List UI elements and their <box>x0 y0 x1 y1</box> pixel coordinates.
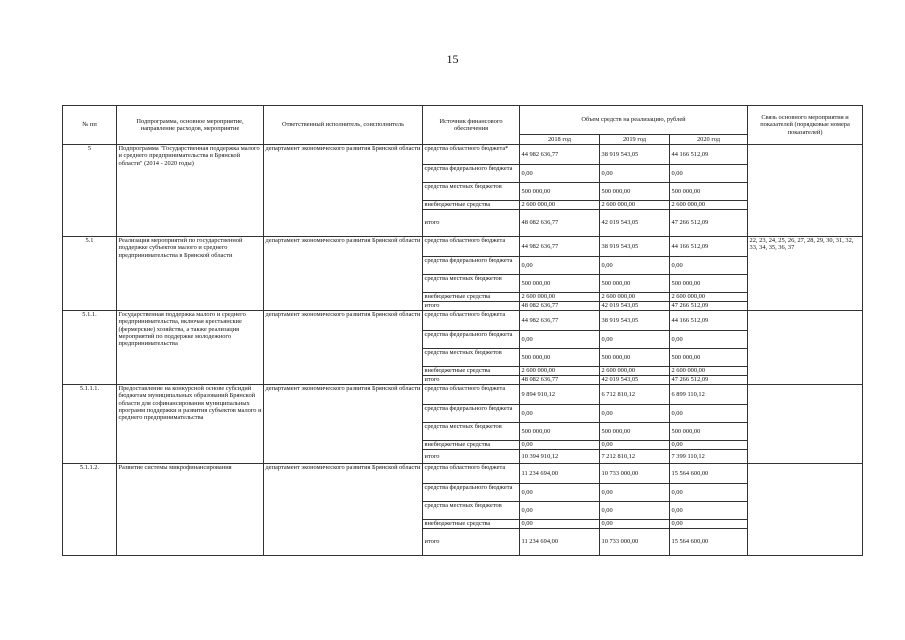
row-value-2019: 0,00 <box>600 331 670 349</box>
row-program: Предоставление на конкурсной основе субсидий бюджетам муниципальных образований Брянской области для софинансирования муниципальных программ поддержки и развития субъектов малого и среднего предпринимательства <box>117 385 264 464</box>
row-value-2018: 44 982 636,77 <box>520 311 600 331</box>
row-source: итого <box>423 210 520 237</box>
row-num: 5 <box>63 145 117 237</box>
row-value-2018: 0,00 <box>520 165 600 183</box>
row-link <box>748 464 863 556</box>
row-source: средства областного бюджета <box>423 311 520 331</box>
row-value-2018: 0,00 <box>520 520 600 529</box>
row-program: Развитие системы микрофинансирования <box>117 464 264 556</box>
row-value-2020: 500 000,00 <box>670 275 748 293</box>
row-value-2018: 0,00 <box>520 405 600 423</box>
row-value-2018: 48 082 636,77 <box>520 210 600 237</box>
row-value-2019: 0,00 <box>600 441 670 450</box>
row-link <box>748 311 863 385</box>
row-value-2018: 48 082 636,77 <box>520 376 600 385</box>
row-value-2018: 0,00 <box>520 331 600 349</box>
row-source: средства федерального бюджета <box>423 165 520 183</box>
row-link <box>748 145 863 237</box>
row-value-2018: 11 234 694,00 <box>520 464 600 484</box>
row-source: внебюджетные средства <box>423 293 520 302</box>
row-value-2020: 2 600 000,00 <box>670 201 748 210</box>
row-value-2020: 44 166 512,09 <box>670 145 748 165</box>
row-program: Реализация мероприятий по государственной поддержке субъектов малого и среднего предпринимательства в Брянской области <box>117 237 264 311</box>
header-link: Связь основного мероприятия и показателей (порядковые номера показателей) <box>748 106 863 145</box>
row-value-2019: 2 600 000,00 <box>600 293 670 302</box>
financing-table <box>62 105 863 556</box>
header-source: Источник финансового обеспечения <box>423 106 520 145</box>
table-row <box>63 385 863 405</box>
header-year-2019: 2019 год <box>600 135 670 145</box>
header-year-2018: 2018 год <box>520 135 600 145</box>
row-num: 5.1.1. <box>63 311 117 385</box>
row-source: средства областного бюджета* <box>423 145 520 165</box>
row-value-2018: 44 982 636,77 <box>520 237 600 257</box>
row-value-2018: 10 394 910,12 <box>520 450 600 464</box>
row-source: средства областного бюджета <box>423 464 520 484</box>
row-source: средства федерального бюджета <box>423 405 520 423</box>
row-value-2019: 7 212 810,12 <box>600 450 670 464</box>
row-value-2018: 11 234 694,00 <box>520 529 600 556</box>
row-value-2018: 500 000,00 <box>520 423 600 441</box>
row-value-2020: 44 166 512,09 <box>670 237 748 257</box>
row-source: внебюджетные средства <box>423 441 520 450</box>
row-value-2018: 9 894 910,12 <box>520 385 600 405</box>
row-value-2018: 500 000,00 <box>520 349 600 367</box>
row-value-2019: 2 600 000,00 <box>600 367 670 376</box>
row-value-2020: 0,00 <box>670 502 748 520</box>
row-value-2019: 500 000,00 <box>600 183 670 201</box>
row-value-2018: 0,00 <box>520 257 600 275</box>
row-value-2020: 6 899 110,12 <box>670 385 748 405</box>
row-value-2020: 2 600 000,00 <box>670 367 748 376</box>
table-row <box>63 145 863 165</box>
row-value-2020: 7 399 110,12 <box>670 450 748 464</box>
header-volume: Объем средств на реализацию, рублей <box>520 106 748 135</box>
table-row <box>63 237 863 257</box>
row-value-2019: 10 733 000,00 <box>600 529 670 556</box>
row-value-2018: 0,00 <box>520 502 600 520</box>
row-value-2020: 44 166 512,09 <box>670 311 748 331</box>
row-value-2019: 0,00 <box>600 502 670 520</box>
row-source: средства местных бюджетов <box>423 502 520 520</box>
row-value-2018: 44 982 636,77 <box>520 145 600 165</box>
row-value-2019: 38 919 543,05 <box>600 311 670 331</box>
table-body <box>63 145 863 556</box>
row-value-2019: 0,00 <box>600 405 670 423</box>
header-program: Подпрограмма, основное мероприятие, направление расходов, мероприятие <box>117 106 264 145</box>
row-value-2019: 0,00 <box>600 165 670 183</box>
page-number: 15 <box>446 52 459 66</box>
row-value-2019: 2 600 000,00 <box>600 201 670 210</box>
row-value-2019: 500 000,00 <box>600 423 670 441</box>
row-value-2019: 10 733 000,00 <box>600 464 670 484</box>
row-value-2020: 0,00 <box>670 520 748 529</box>
row-program: Государственная поддержка малого и среднего предпринимательства, включая крестьянские (фермерские) хозяйства, а также реализация мероприятий по поддержке молодежного предпринимательства <box>117 311 264 385</box>
row-num: 5.1 <box>63 237 117 311</box>
row-source: средства областного бюджета <box>423 385 520 405</box>
row-source: итого <box>423 376 520 385</box>
row-executor: департамент экономического развития Брянской области <box>264 464 423 556</box>
row-value-2019: 500 000,00 <box>600 275 670 293</box>
row-value-2020: 47 266 512,09 <box>670 376 748 385</box>
row-source: итого <box>423 302 520 311</box>
row-value-2019: 42 019 543,05 <box>600 376 670 385</box>
row-value-2018: 2 600 000,00 <box>520 201 600 210</box>
row-source: внебюджетные средства <box>423 367 520 376</box>
row-value-2018: 2 600 000,00 <box>520 367 600 376</box>
row-source: средства федерального бюджета <box>423 257 520 275</box>
row-value-2020: 0,00 <box>670 165 748 183</box>
row-value-2020: 0,00 <box>670 441 748 450</box>
row-value-2018: 500 000,00 <box>520 275 600 293</box>
row-value-2019: 42 019 543,05 <box>600 302 670 311</box>
row-source: итого <box>423 450 520 464</box>
row-value-2019: 42 019 543,05 <box>600 210 670 237</box>
row-source: средства местных бюджетов <box>423 349 520 367</box>
row-source: средства областного бюджета <box>423 237 520 257</box>
row-value-2018: 48 082 636,77 <box>520 302 600 311</box>
row-value-2020: 500 000,00 <box>670 349 748 367</box>
row-source: средства местных бюджетов <box>423 183 520 201</box>
row-num: 5.1.1.1. <box>63 385 117 464</box>
row-value-2019: 0,00 <box>600 257 670 275</box>
row-value-2020: 15 564 600,00 <box>670 464 748 484</box>
row-source: внебюджетные средства <box>423 520 520 529</box>
row-value-2020: 500 000,00 <box>670 423 748 441</box>
row-program: Подпрограмма "Государственная поддержка малого и среднего предпринимательства в Брянской области" (2014 - 2020 годы) <box>117 145 264 237</box>
row-value-2020: 0,00 <box>670 331 748 349</box>
row-value-2020: 500 000,00 <box>670 183 748 201</box>
row-value-2019: 0,00 <box>600 484 670 502</box>
row-value-2020: 0,00 <box>670 257 748 275</box>
row-link: 22, 23, 24, 25, 26, 27, 28, 29, 30, 31, 32, 33, 34, 35, 36, 37 <box>748 237 863 311</box>
row-num: 5.1.1.2. <box>63 464 117 556</box>
row-value-2020: 47 266 512,09 <box>670 302 748 311</box>
row-source: средства местных бюджетов <box>423 423 520 441</box>
row-executor: департамент экономического развития Брянской области <box>264 385 423 464</box>
row-value-2020: 0,00 <box>670 405 748 423</box>
table-row <box>63 311 863 331</box>
table-row <box>63 464 863 484</box>
header-year-2020: 2020 год <box>670 135 748 145</box>
row-executor: департамент экономического развития Брянской области <box>264 145 423 237</box>
row-value-2020: 0,00 <box>670 484 748 502</box>
row-source: средства федерального бюджета <box>423 331 520 349</box>
row-value-2019: 500 000,00 <box>600 349 670 367</box>
row-source: внебюджетные средства <box>423 201 520 210</box>
header-num: № пп <box>63 106 117 145</box>
row-value-2018: 0,00 <box>520 441 600 450</box>
row-executor: департамент экономического развития Брянской области <box>264 237 423 311</box>
row-value-2018: 500 000,00 <box>520 183 600 201</box>
row-value-2019: 6 712 810,12 <box>600 385 670 405</box>
row-source: итого <box>423 529 520 556</box>
row-source: средства местных бюджетов <box>423 275 520 293</box>
row-value-2019: 0,00 <box>600 520 670 529</box>
row-executor: департамент экономического развития Брянской области <box>264 311 423 385</box>
row-link <box>748 385 863 464</box>
row-value-2019: 38 919 543,05 <box>600 145 670 165</box>
row-value-2020: 15 564 600,00 <box>670 529 748 556</box>
header-executor: Ответственный исполнитель, соисполнитель <box>264 106 423 145</box>
row-source: средства федерального бюджета <box>423 484 520 502</box>
row-value-2020: 2 600 000,00 <box>670 293 748 302</box>
row-value-2020: 47 266 512,09 <box>670 210 748 237</box>
row-value-2019: 38 919 543,05 <box>600 237 670 257</box>
row-value-2018: 0,00 <box>520 484 600 502</box>
row-value-2018: 2 600 000,00 <box>520 293 600 302</box>
